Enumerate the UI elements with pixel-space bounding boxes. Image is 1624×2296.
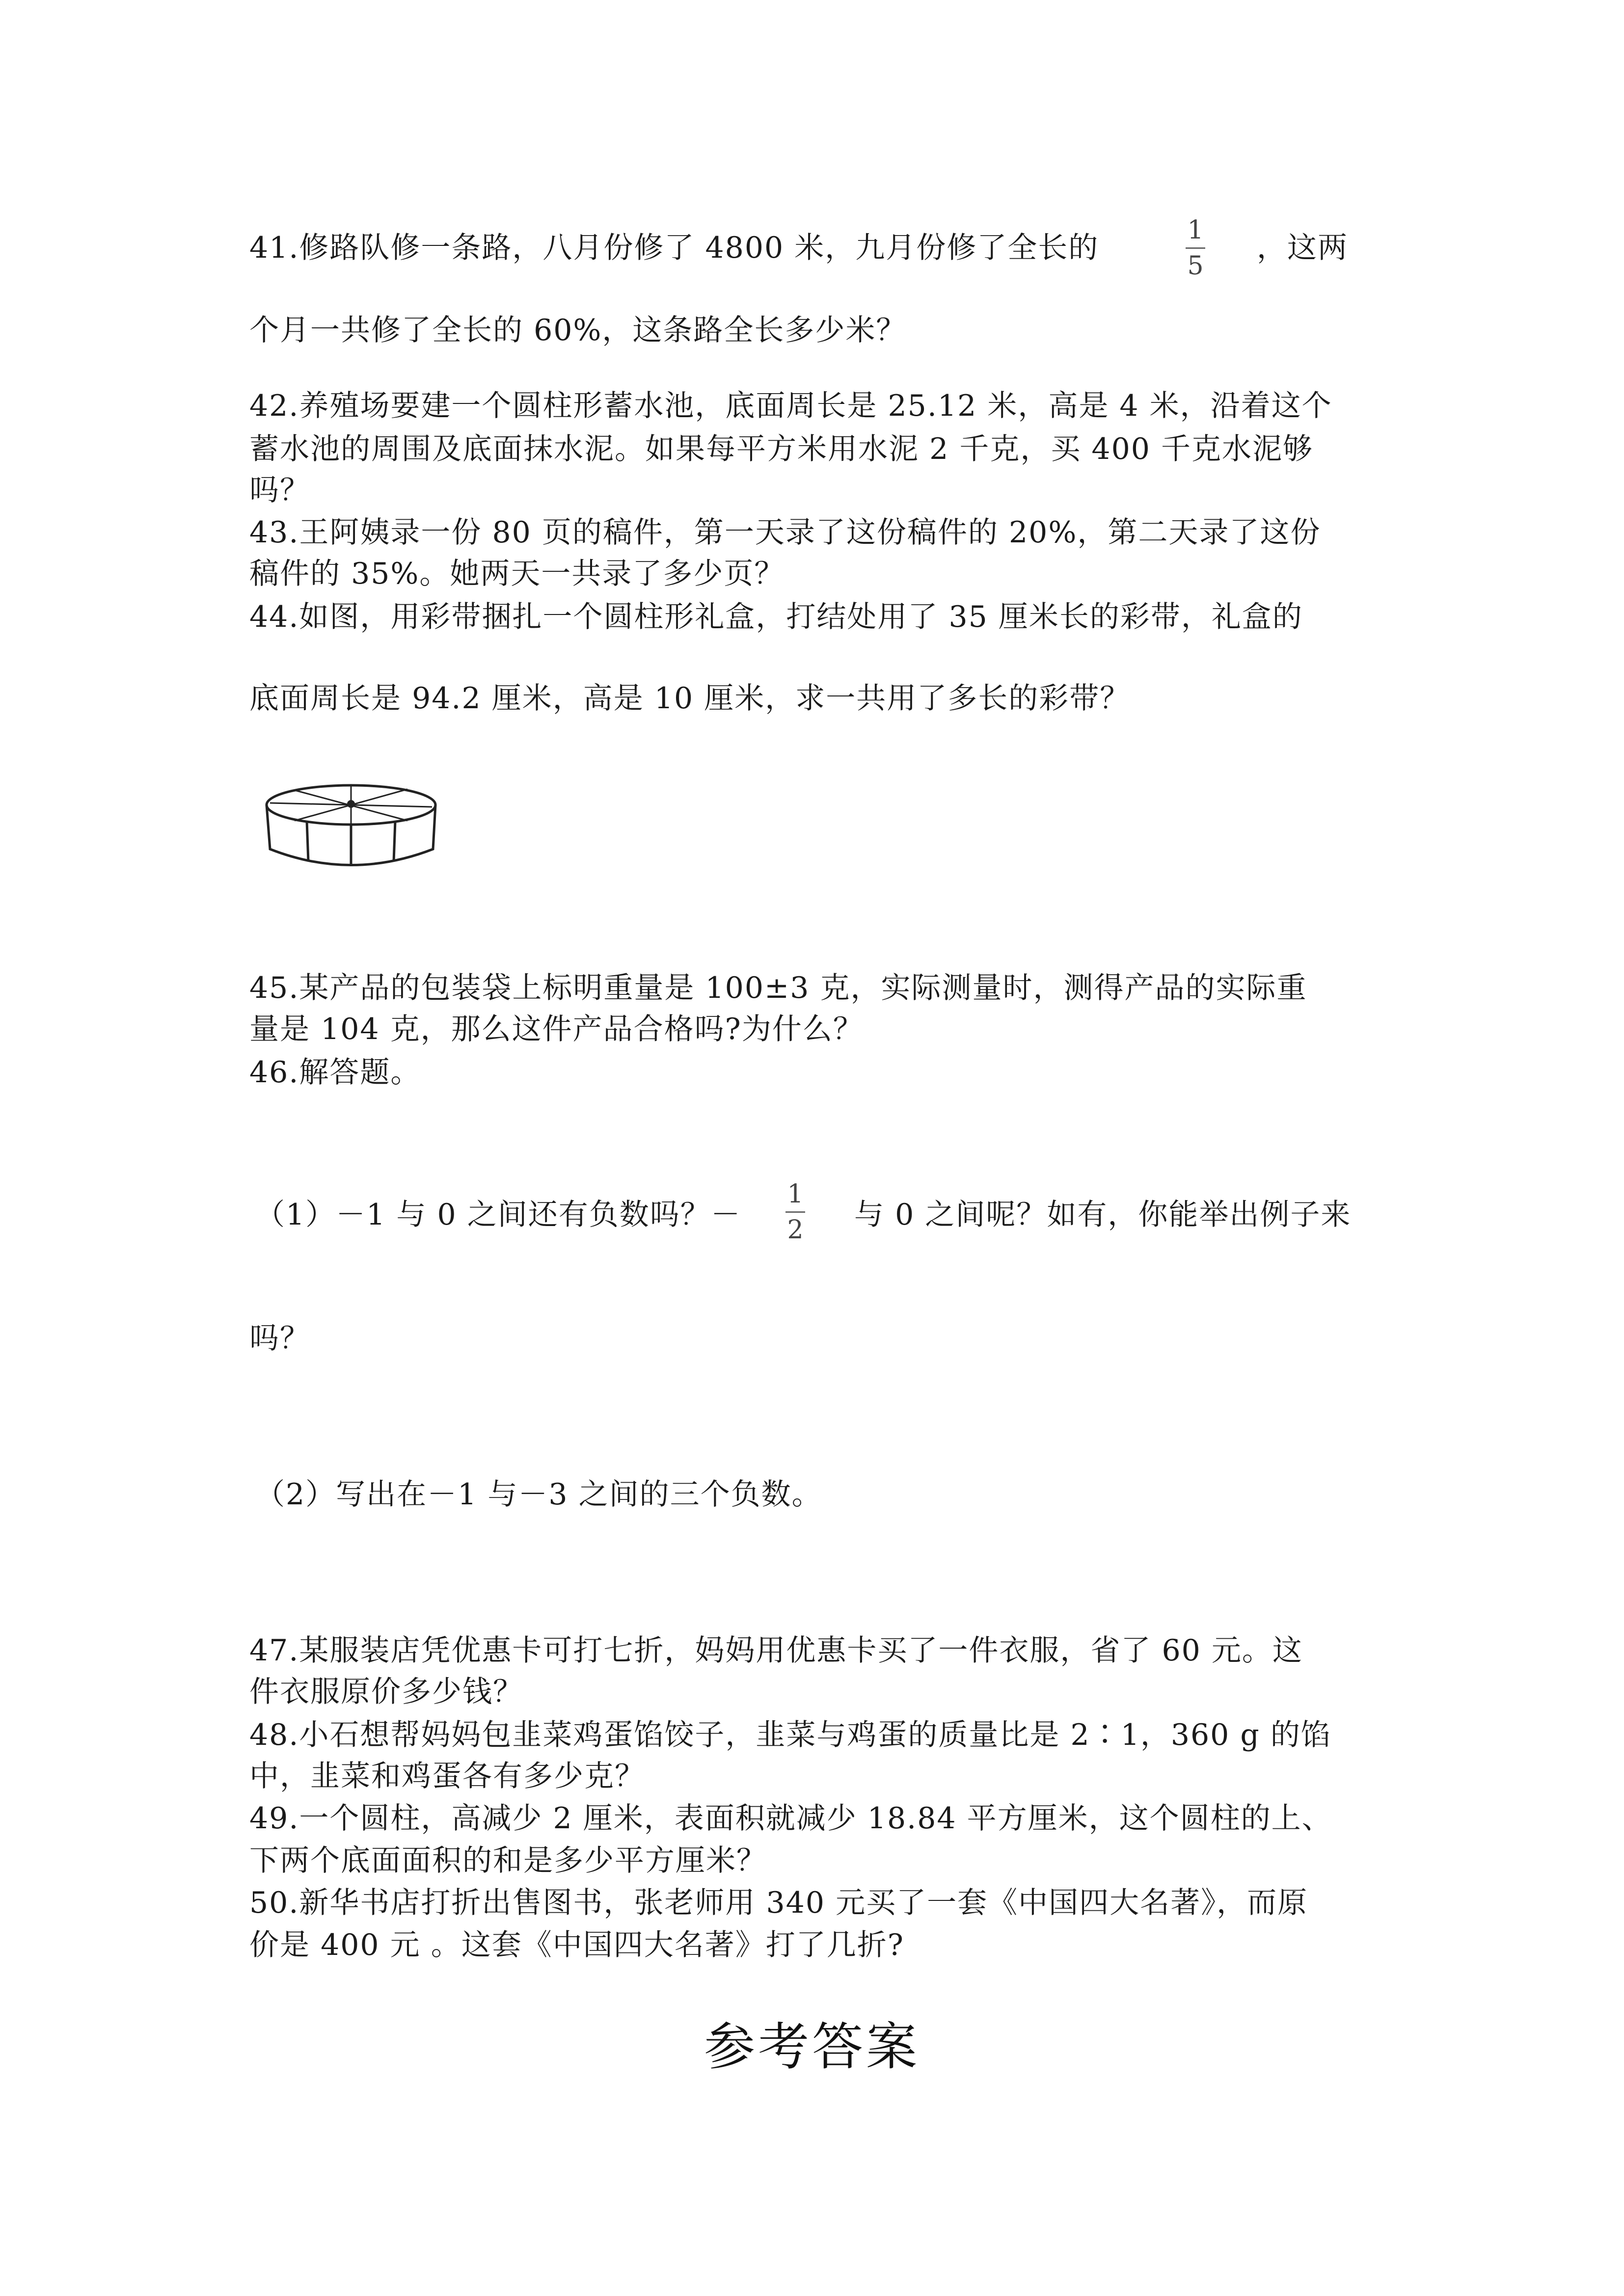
q46-sub2: （2）写出在－1 与－3 之间的三个负数。 xyxy=(255,1477,822,1512)
q41-line2: 个月一共修了全长的 60%，这条路全长多少米？ xyxy=(249,313,907,347)
ribbon-vertical-3 xyxy=(394,821,395,861)
q41-line1: 41.修路队修一条路，八月份修了 4800 米，九月份修了全长的 xyxy=(249,231,1099,265)
cylinder-gift-box-figure xyxy=(255,775,452,888)
q45-line2: 量是 104 克，那么这件产品合格吗?为什么？ xyxy=(249,1012,864,1046)
q42-line2: 蓄水池的周围及底面抹水泥。如果每平方米用水泥 2 千克，买 400 千克水泥够 xyxy=(249,432,1313,466)
q43-line1: 43.王阿姨录一份 80 页的稿件，第一天录了这份稿件的 20%，第二天录了这份 xyxy=(249,515,1321,550)
q41-fraction-numerator: 1 xyxy=(1187,215,1204,245)
answers-title: 参考答案 xyxy=(704,2017,920,2077)
q46-sub1-tail: 吗？ xyxy=(249,1321,310,1356)
ribbon-vertical-1 xyxy=(307,821,308,861)
q41-fraction xyxy=(1178,216,1213,280)
q45-line1: 45.某产品的包装袋上标明重量是 100±3 克，实际测量时，测得产品的实际重 xyxy=(249,971,1307,1005)
q43-line2: 稿件的 35%。她两天一共录了多少页？ xyxy=(249,557,785,591)
q50-line1: 50.新华书店打折出售图书，张老师用 340 元买了一套《中国四大名著》，而原 xyxy=(249,1886,1308,1920)
q46-fraction-numerator: 1 xyxy=(787,1179,804,1209)
q42-line1: 42.养殖场要建一个圆柱形蓄水池，底面周长是 25.12 米，高是 4 米，沿着这个 xyxy=(249,389,1332,423)
q46-sub1-end: 与 0 之间呢？如有，你能举出例子来 xyxy=(854,1198,1352,1232)
q48-line1: 48.小石想帮妈妈包韭菜鸡蛋馅饺子，韭菜与鸡蛋的质量比是 2∶1，360 g 的馅 xyxy=(249,1718,1331,1752)
q49-line2: 下两个底面面积的和是多少平方厘米？ xyxy=(249,1843,767,1878)
q41-line1-tail: ，这两 xyxy=(1257,231,1348,265)
q46-fraction xyxy=(778,1180,812,1244)
q49-line1: 49.一个圆柱，高减少 2 厘米，表面积就减少 18.84 平方厘米，这个圆柱的上、 xyxy=(249,1801,1332,1836)
q44-line2: 底面周长是 94.2 厘米，高是 10 厘米，求一共用了多长的彩带？ xyxy=(249,681,1131,716)
q42-line3: 吗？ xyxy=(249,473,310,507)
q47-line1: 47.某服装店凭优惠卡可打七折，妈妈用优惠卡买了一件衣服，省了 60 元。这 xyxy=(249,1633,1303,1668)
ribbon-knot xyxy=(347,800,355,808)
q50-line2: 价是 400 元 。这套《中国四大名著》打了几折? xyxy=(249,1928,904,1962)
q46-fraction-denominator: 2 xyxy=(787,1215,804,1245)
q46-sub1-start: （1）－1 与 0 之间还有负数吗？－ xyxy=(255,1198,741,1232)
q48-line2: 中，韭菜和鸡蛋各有多少克？ xyxy=(249,1759,645,1793)
fraction-bar xyxy=(785,1211,805,1213)
q44-line1: 44.如图，用彩带捆扎一个圆柱形礼盒，打结处用了 35 厘米长的彩带，礼盒的 xyxy=(249,600,1303,634)
q41-fraction-denominator: 5 xyxy=(1187,251,1204,281)
fraction-bar xyxy=(1186,247,1205,249)
q47-line2: 件衣服原价多少钱？ xyxy=(249,1675,523,1709)
q46-line1: 46.解答题。 xyxy=(249,1055,421,1090)
